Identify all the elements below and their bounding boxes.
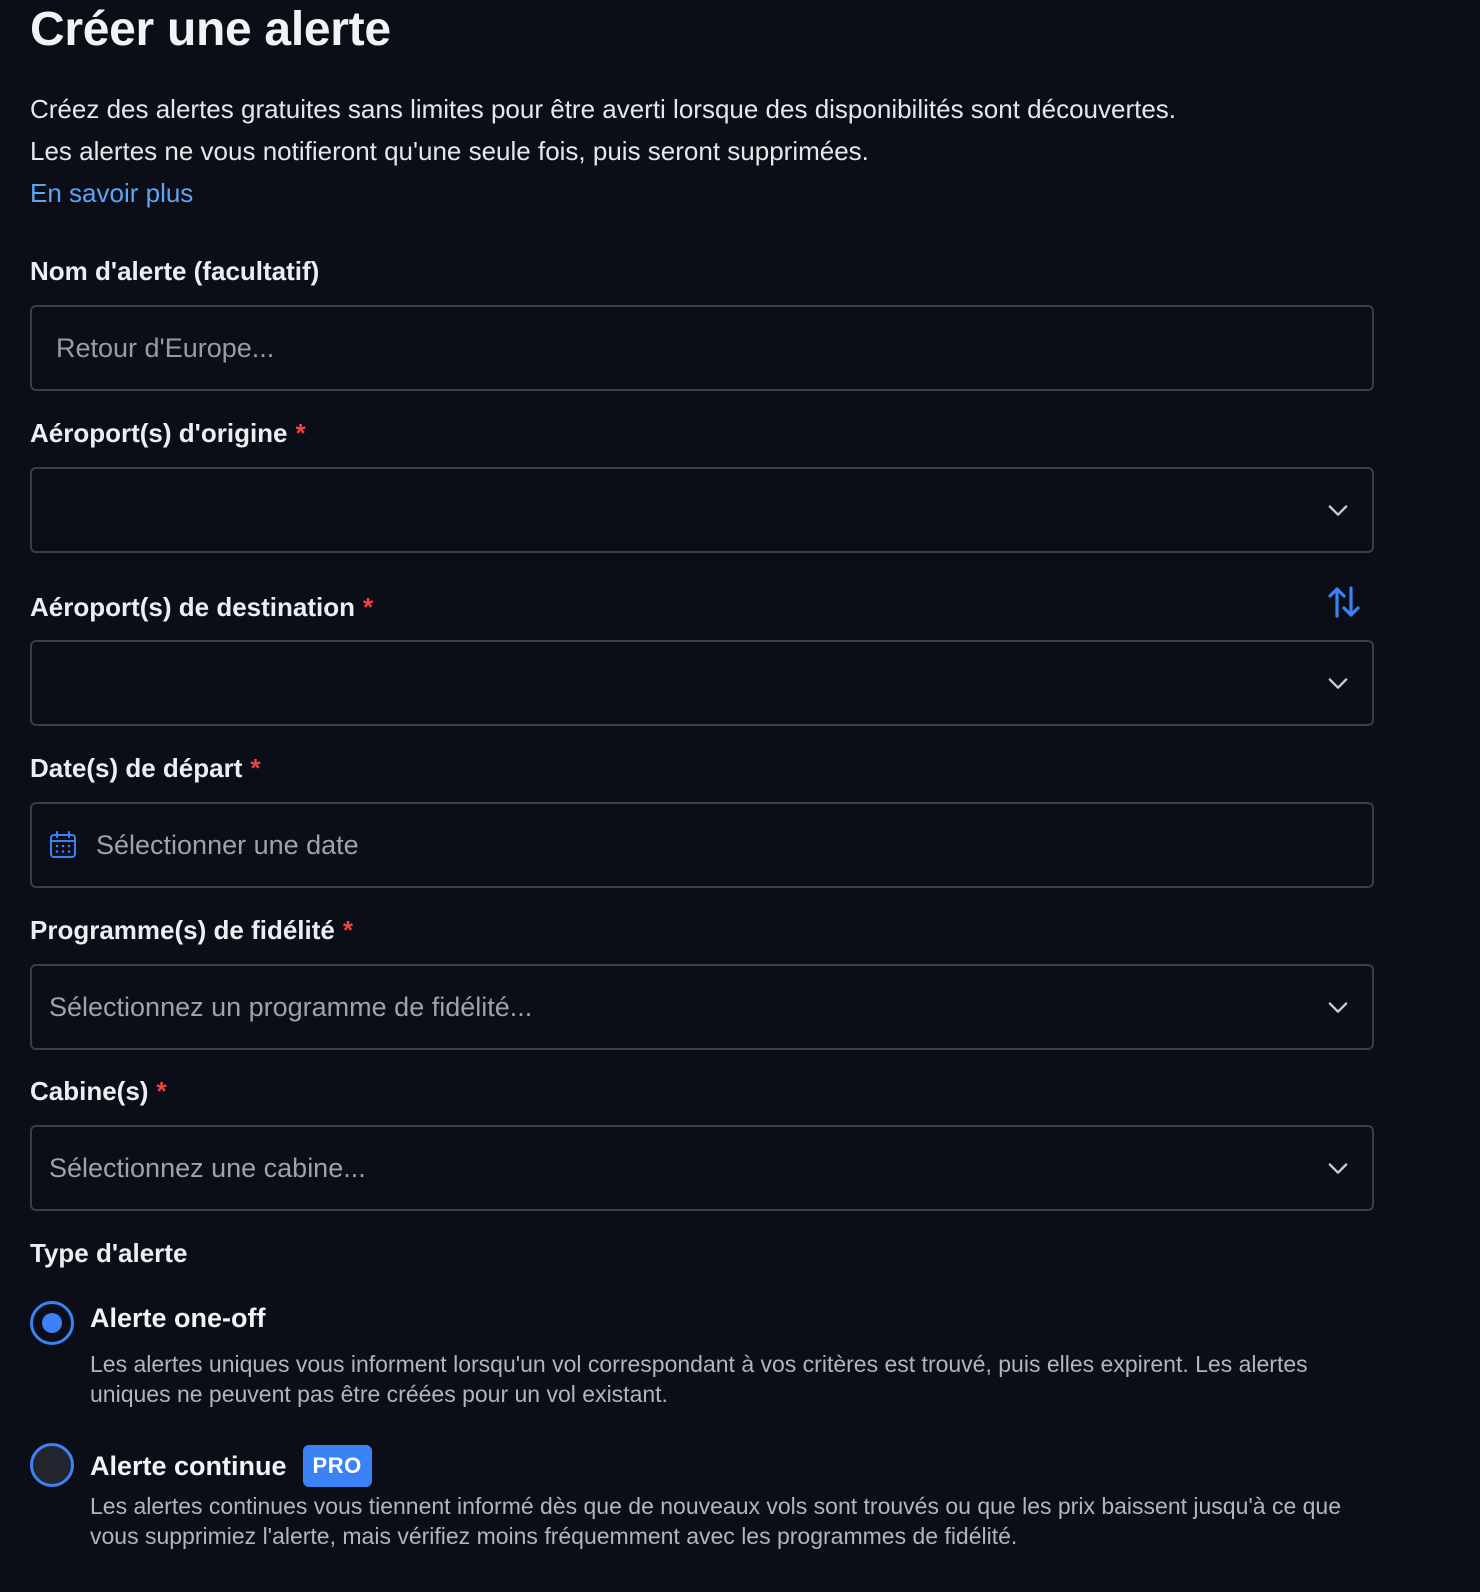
required-asterisk: * bbox=[295, 418, 306, 448]
departure-date-placeholder: Sélectionner une date bbox=[96, 829, 359, 860]
origin-select[interactable] bbox=[30, 467, 1374, 553]
calendar-icon bbox=[48, 830, 78, 860]
one-off-title bbox=[90, 1303, 266, 1334]
cabin-placeholder: Sélectionnez une cabine... bbox=[49, 1152, 366, 1183]
page-title: Créer une alerte bbox=[30, 3, 391, 56]
continuous-title bbox=[90, 1445, 372, 1487]
required-asterisk: * bbox=[156, 1076, 167, 1106]
learn-more-link[interactable]: En savoir plus bbox=[30, 178, 194, 208]
chevron-down-icon bbox=[1324, 993, 1352, 1021]
cabin-label-text: Cabine(s) bbox=[30, 1076, 149, 1106]
departure-date-label-text: Date(s) de départ bbox=[30, 753, 243, 783]
destination-label-text: Aéroport(s) de destination bbox=[30, 592, 356, 622]
swap-airports-icon[interactable] bbox=[1326, 584, 1362, 620]
loyalty-label-text: Programme(s) de fidélité bbox=[30, 915, 335, 945]
origin-label bbox=[30, 418, 306, 449]
origin-label-text: Aéroport(s) d'origine bbox=[30, 418, 288, 448]
chevron-down-icon bbox=[1324, 1154, 1352, 1182]
destination-select[interactable] bbox=[30, 640, 1374, 726]
required-asterisk: * bbox=[250, 753, 261, 783]
cabin-select[interactable] bbox=[30, 1125, 1374, 1211]
loyalty-select[interactable] bbox=[30, 964, 1374, 1050]
intro-text bbox=[30, 88, 1430, 214]
intro-line-2: Les alertes ne vous notifieront qu'une seule fois, puis seront supprimées. bbox=[30, 136, 869, 166]
loyalty-placeholder: Sélectionnez un programme de fidélité... bbox=[49, 991, 533, 1022]
alert-type-label bbox=[30, 1238, 187, 1269]
chevron-down-icon bbox=[1324, 669, 1352, 697]
one-off-title-text: Alerte one-off bbox=[90, 1303, 266, 1333]
alert-name-input[interactable] bbox=[32, 307, 1372, 389]
departure-date-label bbox=[30, 753, 261, 784]
alert-name-label-text: Nom d'alerte (facultatif) bbox=[30, 256, 320, 286]
departure-date-picker[interactable] bbox=[30, 802, 1374, 888]
destination-label bbox=[30, 592, 373, 623]
continuous-description: Les alertes continues vous tiennent informé dès que de nouveaux vols sont trouvés ou que les prix baissent jusqu'à ce que vous supprimiez l'alerte, mais vérifiez moins fréquemment avec les programmes de fidélité. bbox=[90, 1493, 1342, 1549]
one-off-radio[interactable] bbox=[30, 1301, 74, 1345]
cabin-label bbox=[30, 1076, 167, 1107]
one-off-description: Les alertes uniques vous informent lorsqu'un vol correspondant à vos critères est trouvé, puis elles expirent. Les alertes uniques ne peuvent pas être créées pour un vol existant. bbox=[90, 1351, 1308, 1407]
alert-type-label-text: Type d'alerte bbox=[30, 1238, 188, 1268]
intro-line-1: Créez des alertes gratuites sans limites pour être averti lorsque des disponibilités sont découvertes. bbox=[30, 94, 1177, 124]
continuous-title-text: Alerte continue bbox=[90, 1450, 287, 1481]
required-asterisk: * bbox=[363, 592, 374, 622]
pro-badge: PRO bbox=[303, 1445, 372, 1487]
chevron-down-icon bbox=[1324, 496, 1352, 524]
required-asterisk: * bbox=[342, 915, 353, 945]
continuous-radio[interactable] bbox=[30, 1443, 74, 1487]
alert-name-label bbox=[30, 256, 319, 287]
loyalty-label bbox=[30, 915, 353, 946]
alert-name-field[interactable] bbox=[30, 305, 1374, 391]
